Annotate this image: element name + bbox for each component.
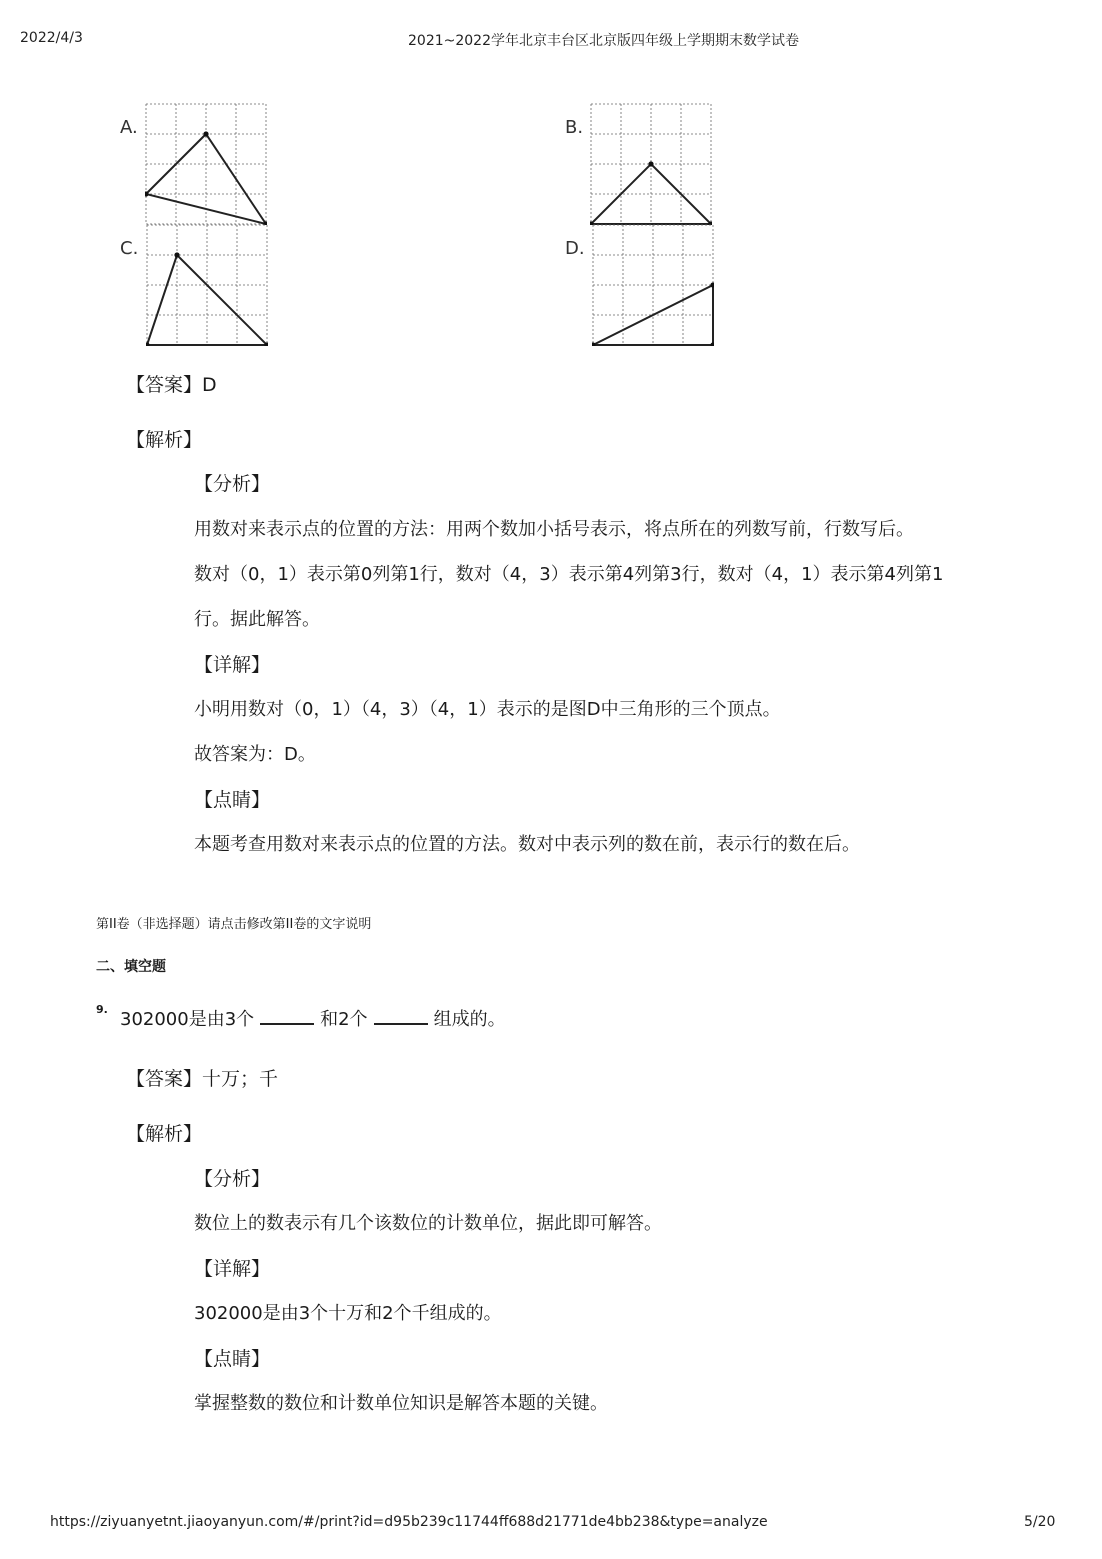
q9-number: 9. bbox=[96, 1003, 108, 1016]
q9-xiangjie-line-1: 302000是由3个十万和2个千组成的。 bbox=[194, 1303, 502, 1324]
q9-analysis-label: 【解析】 bbox=[126, 1123, 203, 1145]
triangle bbox=[147, 255, 267, 345]
q8-answer bbox=[126, 373, 217, 397]
q9-blank-2[interactable] bbox=[374, 1005, 428, 1025]
q8-analysis-label: 【解析】 bbox=[126, 429, 203, 451]
page-title: 2021~2022学年北京丰台区北京版四年级上学期期末数学试卷 bbox=[408, 33, 799, 49]
q8-xiangjie-line-2: 故答案为：D。 bbox=[194, 744, 316, 765]
q8-fenxi-line-2: 数对（0，1）表示第0列第1行，数对（4，3）表示第4列第3行，数对（4，1）表示第4列第1 bbox=[194, 564, 944, 585]
triangle-vertex bbox=[710, 342, 714, 346]
q9-stem-part-2: 和2个 bbox=[320, 1009, 368, 1030]
q9-xiangjie-label: 【详解】 bbox=[194, 1258, 271, 1280]
q8-dianjing-line-1: 本题考查用数对来表示点的位置的方法。数对中表示列的数在前，表示行的数在后。 bbox=[194, 834, 860, 855]
option-d-label: D. bbox=[565, 238, 585, 259]
answer-label: 【答案】 bbox=[126, 374, 203, 396]
q9-dianjing-line-1: 掌握整数的数位和计数单位知识是解答本题的关键。 bbox=[194, 1393, 608, 1414]
q9-stem-part-1: 302000是由3个 bbox=[120, 1009, 255, 1030]
q9-fenxi-line-1: 数位上的数表示有几个该数位的计数单位，据此即可解答。 bbox=[194, 1213, 662, 1234]
print-date: 2022/4/3 bbox=[20, 30, 83, 46]
option-c-label: C. bbox=[120, 238, 139, 259]
answer-label: 【答案】 bbox=[126, 1068, 203, 1090]
q8-fenxi-line-1: 用数对来表示点的位置的方法：用两个数加小括号表示，将点所在的列数写前，行数写后。 bbox=[194, 519, 914, 540]
volume-note: 第II卷（非选择题）请点击修改第II卷的文字说明 bbox=[96, 917, 372, 932]
triangle-vertex bbox=[648, 161, 653, 166]
section-title: 二、填空题 bbox=[96, 959, 166, 975]
triangle bbox=[146, 134, 266, 224]
q9-answer bbox=[126, 1067, 278, 1091]
option-a-grid bbox=[145, 103, 267, 225]
triangle-vertex bbox=[146, 342, 150, 346]
q8-fenxi-line-3: 行。据此解答。 bbox=[194, 609, 320, 630]
triangle-vertex bbox=[203, 131, 208, 136]
q8-fenxi-label: 【分析】 bbox=[194, 473, 271, 495]
q9-fenxi-label: 【分析】 bbox=[194, 1168, 271, 1190]
answer-value: D bbox=[202, 374, 217, 396]
option-b-label: B. bbox=[565, 117, 584, 138]
q8-xiangjie-label: 【详解】 bbox=[194, 654, 271, 676]
page-number: 5/20 bbox=[1024, 1514, 1056, 1530]
q9-stem bbox=[120, 1005, 506, 1032]
option-a-label: A. bbox=[120, 117, 138, 138]
footer-url: https://ziyuanyetnt.jiaoyanyun.com/#/print?id=d95b239c11744ff688d21771de4bb238&type=analyze bbox=[50, 1514, 768, 1530]
triangle-vertex bbox=[174, 252, 179, 257]
q9-dianjing-label: 【点睛】 bbox=[194, 1348, 271, 1370]
q9-stem-part-3: 组成的。 bbox=[433, 1009, 506, 1030]
option-d-grid bbox=[592, 224, 714, 346]
q8-dianjing-label: 【点睛】 bbox=[194, 789, 271, 811]
q8-xiangjie-line-1: 小明用数对（0，1）（4，3）（4，1）表示的是图D中三角形的三个顶点。 bbox=[194, 699, 781, 720]
answer-value: 十万；千 bbox=[202, 1068, 279, 1090]
option-b-grid bbox=[590, 103, 712, 225]
option-c-grid bbox=[146, 224, 268, 346]
q9-blank-1[interactable] bbox=[260, 1005, 314, 1025]
